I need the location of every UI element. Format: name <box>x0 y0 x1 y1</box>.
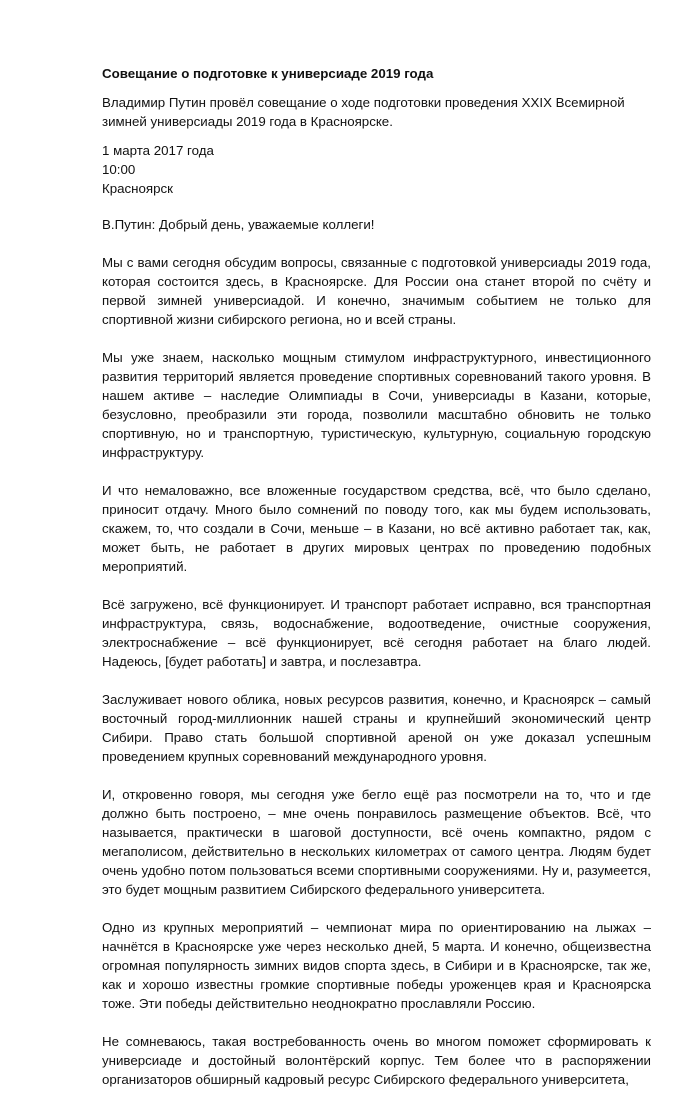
document-page <box>102 64 651 1108</box>
document-date: 1 марта 2017 года <box>102 143 214 158</box>
paragraph: И что немаловажно, все вложенные государством средства, всё, что было сделано, приносит отдачу. Много было сомнений по поводу того, как мы будем использовать, скажем, то, что создали в Сочи, меньше – в Казани, но всё активно работает так, как, может быть, не работает в других мировых центрах по проведению подобных мероприятий. <box>102 483 651 574</box>
paragraph: Всё загружено, всё функционирует. И транспорт работает исправно, вся транспортная инфраструктура, связь, водоснабжение, водоотведение, очистные сооружения, электроснабжение – всё функционирует, всё сегодня работает на благо людей. Надеюсь, [будет работать] и завтра, и послезавтра. <box>102 597 651 669</box>
paragraph-continued: Не сомневаюсь, такая востребованность очень во многом поможет сформировать к универсиаде и достойный волонтёрский корпус. Тем более что в распоряжении организаторов обширный кадровый ресурс Сибирского федерального университета, <box>102 1034 651 1087</box>
document-time: 10:00 <box>102 162 136 177</box>
paragraph: И, откровенно говоря, мы сегодня уже бегло ещё раз посмотрели на то, что и где должно быть построено, – мне очень понравилось размещение объектов. Всё, что называется, практически в шаговой доступности, всё очень компактно, рядом с мегаполисом, действительно в нескольких километрах от самого центра. Людям будет очень удобно потом пользоваться всеми спортивными сооружениями. Ну и, разумеется, это будет мощным развитием Сибирского федерального университета. <box>102 787 651 897</box>
paragraph: Заслуживает нового облика, новых ресурсов развития, конечно, и Красноярск – самый восточный город-миллионник нашей страны и крупнейший экономический центр Сибири. Право стать большой спортивной ареной он уже доказал успешным проведением крупных соревнований международного уровня. <box>102 692 651 764</box>
document-title: Совещание о подготовке к универсиаде 2019 года <box>102 66 434 81</box>
paragraph-greeting: В.Путин: Добрый день, уважаемые коллеги! <box>102 217 375 232</box>
document-meta <box>102 141 651 198</box>
document-place: Красноярск <box>102 181 173 196</box>
paragraph: Мы уже знаем, насколько мощным стимулом инфраструктурного, инвестиционного развития территорий является проведение спортивных соревнований такого уровня. В нашем активе – наследие Олимпиады в Сочи, универсиады в Казани, которые, безусловно, преобразили эти города, позволили масштабно обновить не только спортивную, но и транспортную, туристическую, культурную, социальную городскую инфраструктуру. <box>102 350 651 460</box>
paragraph: Одно из крупных мероприятий – чемпионат мира по ориентированию на лыжах – начнётся в Красноярске уже через несколько дней, 5 марта. И конечно, общеизвестна огромная популярность зимних видов спорта здесь, в Сибири и в Красноярске, так же, как и хорошо известны громкие спортивные победы уроженцев края и Красноярска тоже. Эти победы действительно неоднократно прославляли Россию. <box>102 920 651 1011</box>
paragraph: Мы с вами сегодня обсудим вопросы, связанные с подготовкой универсиады 2019 года, которая состоится здесь, в Красноярске. Для России она станет второй по счёту и первой зимней универсиадой. И конечно, значимым событием не только для спортивной жизни сибирского региона, но и всей страны. <box>102 255 651 327</box>
document-lead: Владимир Путин провёл совещание о ходе подготовки проведения XXIX Всемирной зимней универсиады 2019 года в Красноярске. <box>102 95 625 129</box>
